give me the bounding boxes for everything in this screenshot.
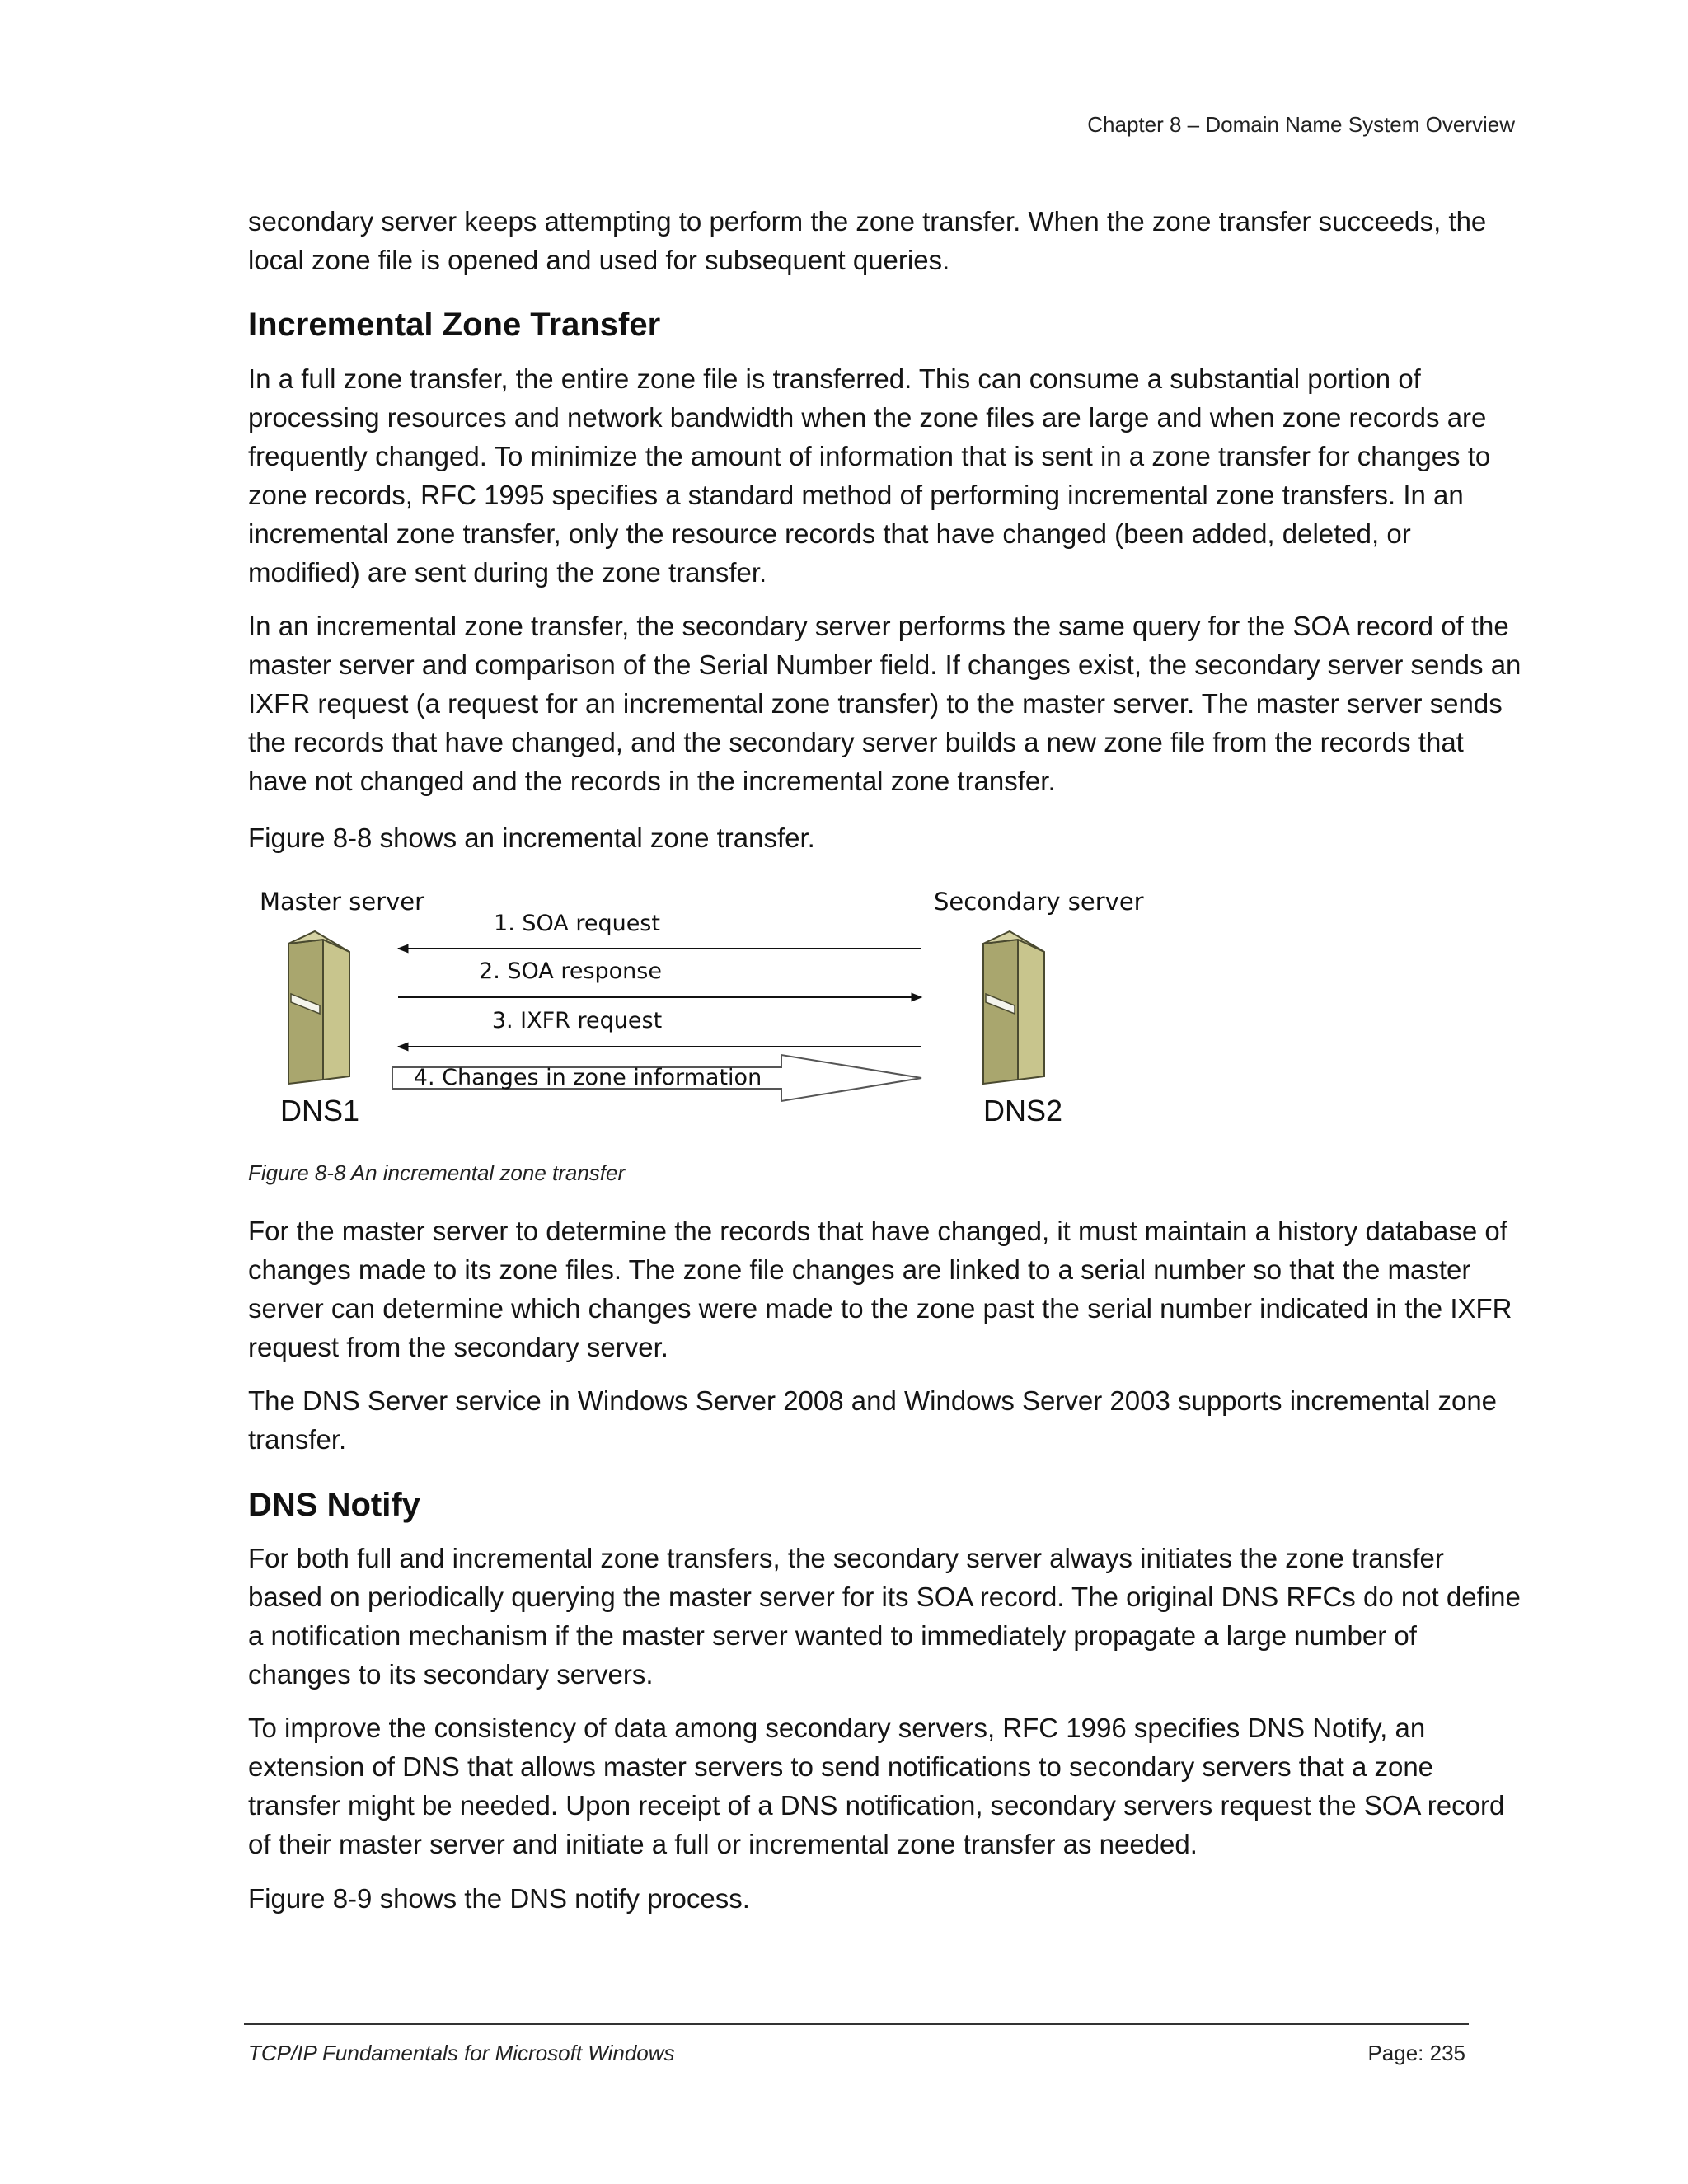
paragraph-rfc-1996: To improve the consistency of data among secondary servers, RFC 1996 specifies DNS Notify, an extension of DNS that allows master servers to send notifications to secondary servers that a zone transfer might be needed. Upon receipt of a DNS notification, secondary servers request the SOA record of their master server and initiate a full or incremental zone transfer as needed. [248,1713,1505,1859]
running-head: Chapter 8 – Domain Name System Overview [1087,112,1515,137]
paragraph-history-database: For the master server to determine the records that have changed, it must maintain a history database of changes made to its zone files. The zone file changes are linked to a serial number so that the master server can determine which changes were made to the zone past the serial number indicated in the IXFR request from the secondary server. [248,1216,1512,1362]
heading-incremental-zone-transfer: Incremental Zone Transfer [248,307,661,343]
paragraph-full-vs-incremental: In a full zone transfer, the entire zone file is transferred. This can consume a substantial portion of processing resources and network bandwidth when the zone files are large and when zone records are frequently changed. To minimize the amount of information that is sent in a zone transfer for changes to zone records, RFC 1995 specifies a standard method of performing incremental zone transfers. In an incremental zone transfer, only the resource records that have changed (been added, deleted, or modified) are sent during the zone transfer. [248,363,1491,588]
footer-divider [244,2023,1469,2025]
dns1-label: DNS1 [280,1094,360,1127]
paragraph-figure-8-9-intro: Figure 8-9 shows the DNS notify process. [248,1883,750,1914]
paragraph-windows-support: The DNS Server service in Windows Server 2008 and Windows Server 2003 supports incremental zone transfer. [248,1385,1498,1455]
heading-dns-notify: DNS Notify [248,1487,420,1523]
footer-book-title: TCP/IP Fundamentals for Microsoft Windows [248,2041,675,2065]
step-1-label: 1. SOA request [494,911,660,936]
paragraph-ixfr-process: In an incremental zone transfer, the secondary server performs the same query for the SOA record of the master server and comparison of the Serial Number field. If changes exist, the secondary server sends an IXFR request (a request for an incremental zone transfer) to the master server. The master server sends the records that have changed, and the secondary server builds a new zone file from the records that have not changed and the records in the incremental zone transfer. [248,611,1522,796]
figure-caption: Figure 8-8 An incremental zone transfer [248,1160,626,1185]
paragraph-notify-background: For both full and incremental zone transfers, the secondary server always initiates the zone transfer based on periodically querying the master server for its SOA record. The original DNS RFCs do not define a notification mechanism if the master server wanted to immediately propagate a large number of changes to its secondary servers. [248,1543,1521,1690]
figure-incremental-zone-transfer [247,882,1170,1137]
paragraph-continuation: secondary server keeps attempting to perform the zone transfer. When the zone transfer succeeds, the local zone file is opened and used for subsequent queries. [248,206,1487,275]
dns2-label: DNS2 [983,1094,1063,1127]
step-3-label: 3. IXFR request [491,1008,663,1033]
secondary-server-label: Secondary server [934,888,1144,916]
footer-page-number: Page: 235 [1367,2041,1465,2065]
secondary-server-icon [983,931,1044,1084]
step-4-label: 4. Changes in zone information [413,1065,762,1090]
master-server-label: Master server [260,888,425,916]
master-server-icon [288,931,349,1084]
step-2-label: 2. SOA response [479,958,662,984]
paragraph-figure-8-8-intro: Figure 8-8 shows an incremental zone transfer. [248,823,815,853]
